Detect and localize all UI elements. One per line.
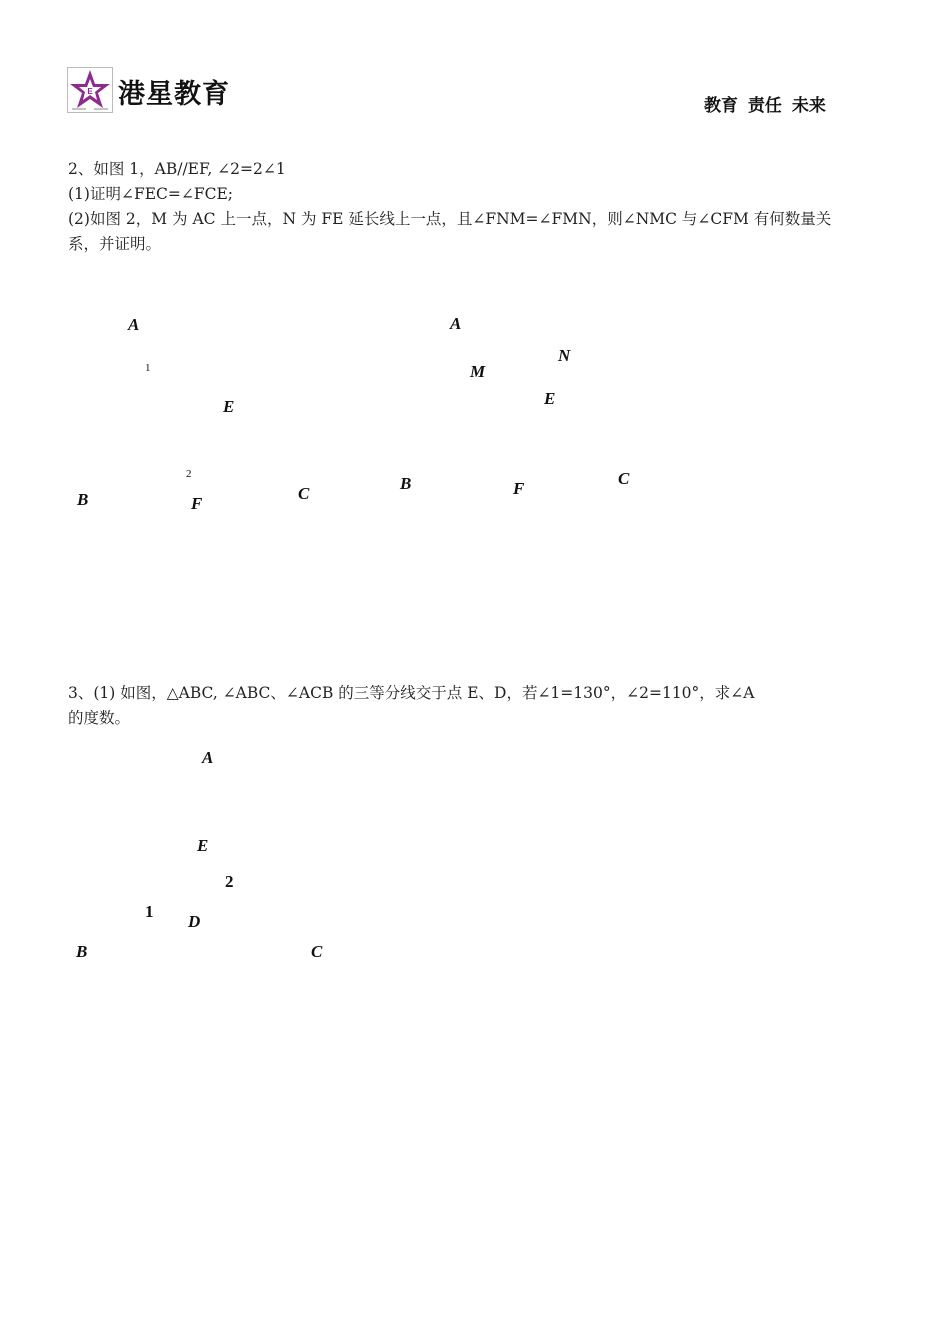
fig3-label-B: B	[76, 942, 88, 961]
q2-text	[68, 157, 888, 257]
fig1-label-C: C	[298, 484, 310, 503]
fig2-label-F: F	[513, 479, 525, 498]
q3-text	[68, 681, 888, 731]
q2-line-4: 系，并证明。	[68, 235, 162, 253]
fig2-label-C: C	[618, 469, 630, 488]
q2-line-1: 2、如图 1，AB//EF, ∠2=2∠1	[68, 160, 286, 178]
fig3-label-E: E	[197, 836, 209, 855]
fig1-angle-1: 1	[145, 362, 151, 374]
fig1-label-B: B	[77, 490, 89, 509]
fig3-label-D: D	[188, 912, 201, 931]
q3-line-2: 的度数。	[68, 709, 131, 727]
fig3-angle-1: 1	[145, 902, 154, 921]
fig3-angle-2: 2	[225, 872, 234, 891]
fig2-label-N: N	[558, 346, 571, 365]
logo	[67, 67, 113, 113]
q2-line-3: (2)如图 2，M 为 AC 上一点，N 为 FE 延长线上一点，且∠FNM=∠FMN，则∠NMC 与∠CFM 有何数量关	[68, 210, 832, 228]
star-logo-icon	[68, 68, 112, 112]
fig2-label-A: A	[450, 314, 462, 333]
fig1-label-F: F	[191, 494, 203, 513]
fig3-label-A: A	[202, 748, 214, 767]
fig1-angle-2: 2	[186, 468, 192, 480]
fig1-label-A: A	[128, 315, 140, 334]
fig3-label-C: C	[311, 942, 323, 961]
q3-line-1: 3、(1) 如图，△ABC, ∠ABC、∠ACB 的三等分线交于点 E、D，若∠1=130°，∠2=110°，求∠A	[68, 684, 755, 702]
brand-name: 港星教育	[118, 79, 230, 110]
fig2-label-M: M	[470, 362, 486, 381]
svg-text:E: E	[87, 87, 93, 96]
slogan: 教育 责任 未来	[704, 96, 826, 116]
fig2-label-E: E	[544, 389, 556, 408]
fig2-label-B: B	[400, 474, 412, 493]
fig1-label-E: E	[223, 397, 235, 416]
q2-line-2: (1)证明∠FEC=∠FCE;	[68, 185, 233, 203]
